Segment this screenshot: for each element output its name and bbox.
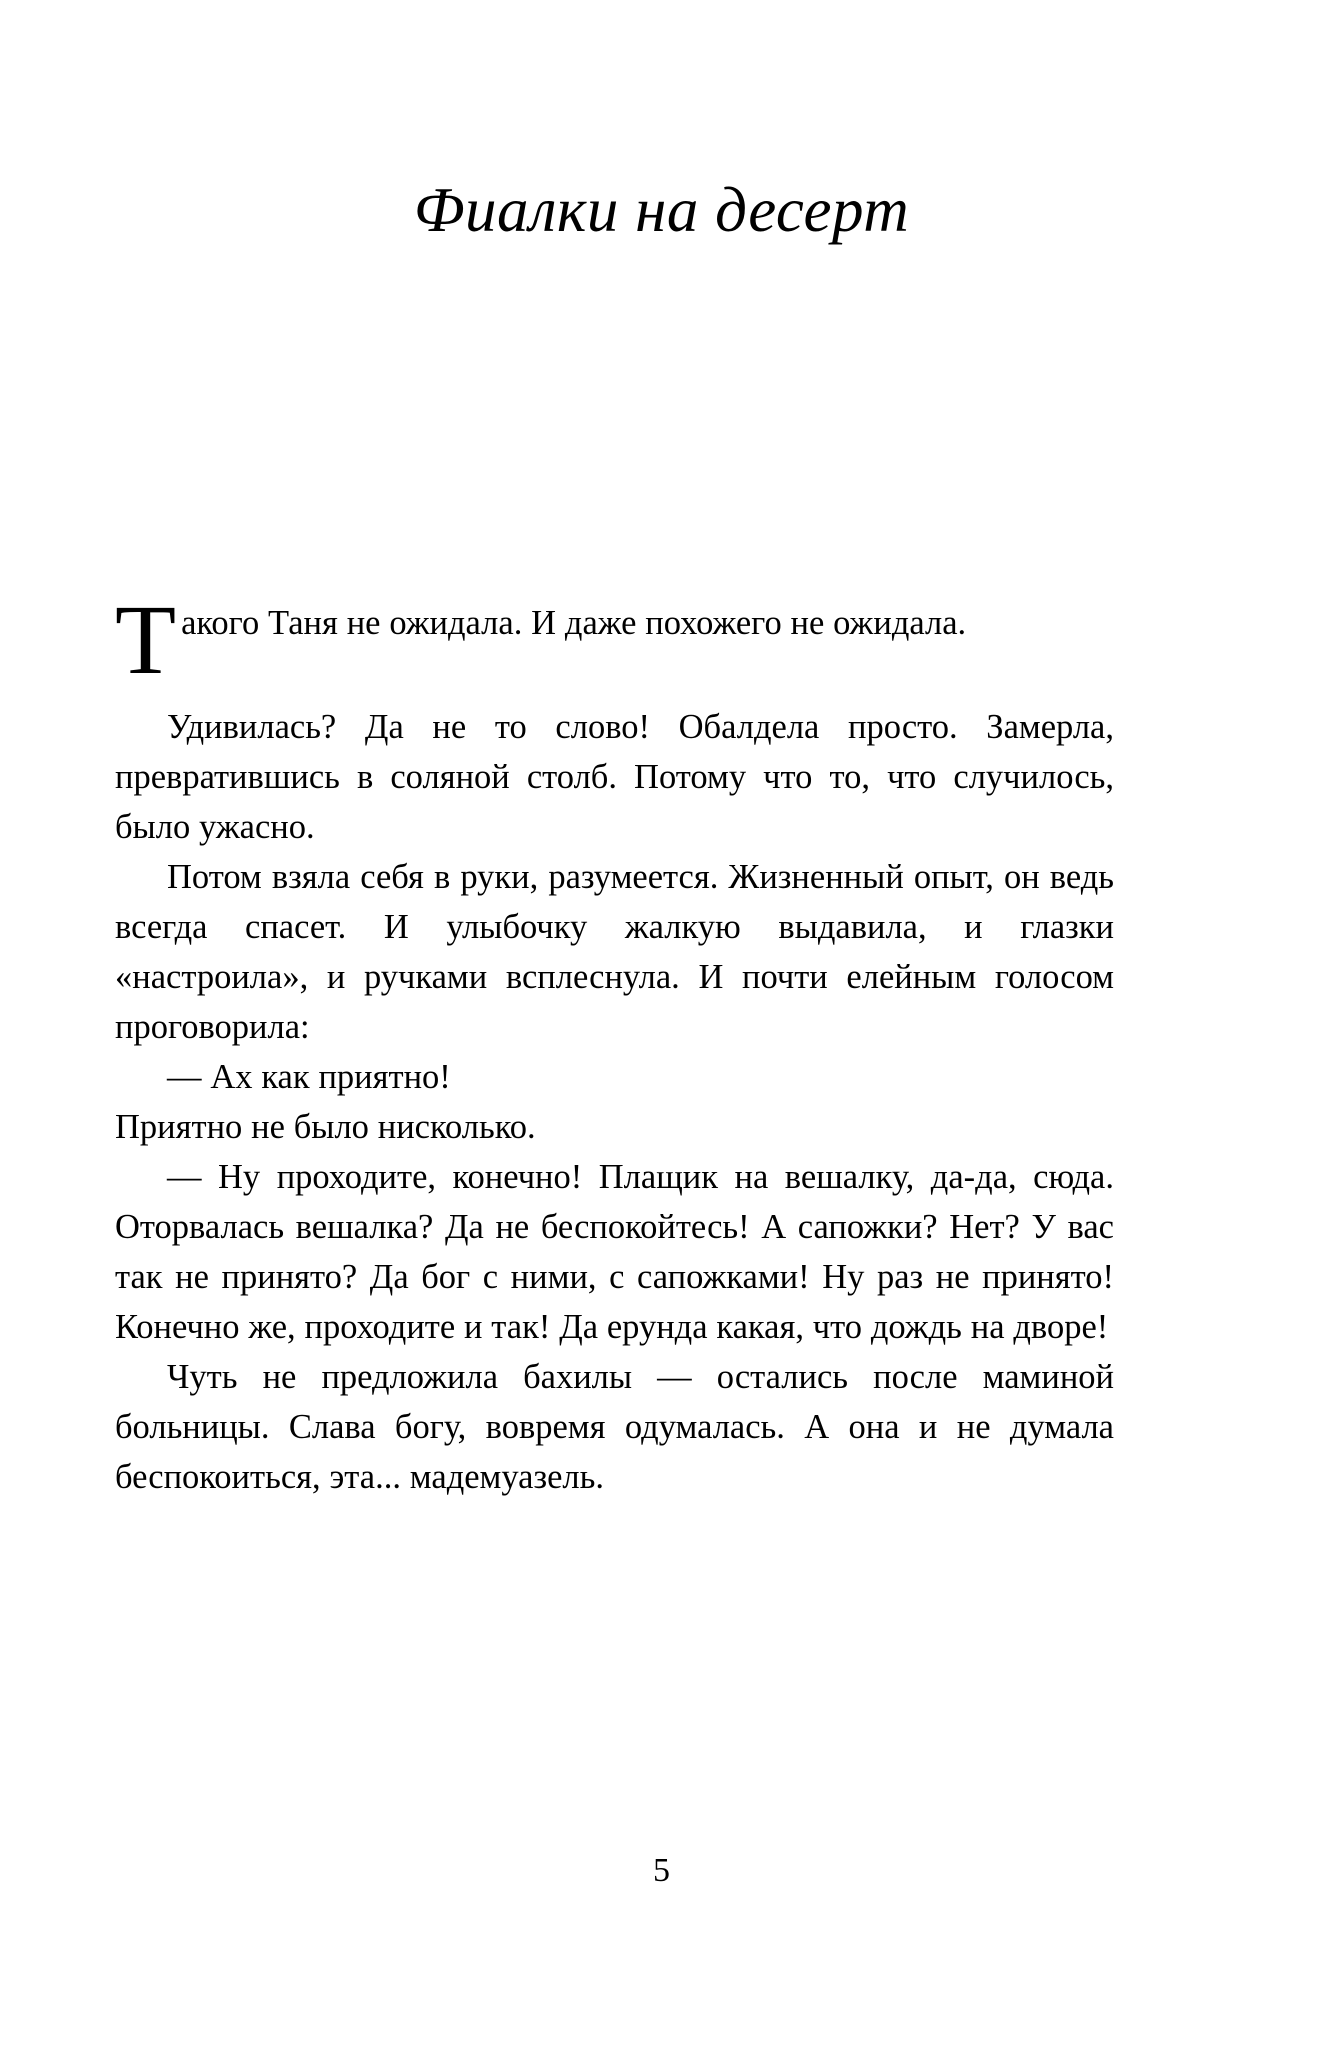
paragraph-1 — [115, 584, 1114, 702]
paragraph-2: Удивилась? Да не то слово! Обалдела просто. Замерла, превратившись в соляной столб. Потому что то, что случилось, было ужасно. — [115, 708, 1114, 846]
page-number: 5 — [653, 1852, 670, 1889]
chapter-title: Фиалки на десерт — [413, 175, 910, 246]
paragraph-6-dialogue: — Ну проходите, конечно! Плащик на вешалку, да-да, сюда. Оторвалась вешалка? Да не беспокойтесь! А сапожки? Нет? У вас так не принято? Да бог с ними, с сапожками! Ну раз не принято! Конечно же, проходите и так! Да ерунда какая, что дождь на дворе! — [115, 1158, 1114, 1346]
paragraph-4-dialogue: — Ах как приятно! — [167, 1058, 451, 1096]
paragraph-1-text: акого Таня не ожидала. И даже похожего не ожидала. — [181, 604, 967, 642]
paragraph-5: Приятно не было нисколько. — [115, 1108, 536, 1146]
paragraph-7: Чуть не предложила бахилы — остались после маминой больницы. Слава богу, вовремя одумалась. А она и не думала беспокоиться, эта... мадемуазель. — [115, 1358, 1114, 1496]
paragraph-3: Потом взяла себя в руки, разумеется. Жизненный опыт, он ведь всегда спасет. И улыбочку жалкую выдавила, и глазки «настроила», и ручками всплеснула. И почти елейным голосом проговорила: — [115, 858, 1114, 1046]
body-text-block — [115, 584, 1114, 1502]
drop-cap: Т — [115, 584, 177, 695]
